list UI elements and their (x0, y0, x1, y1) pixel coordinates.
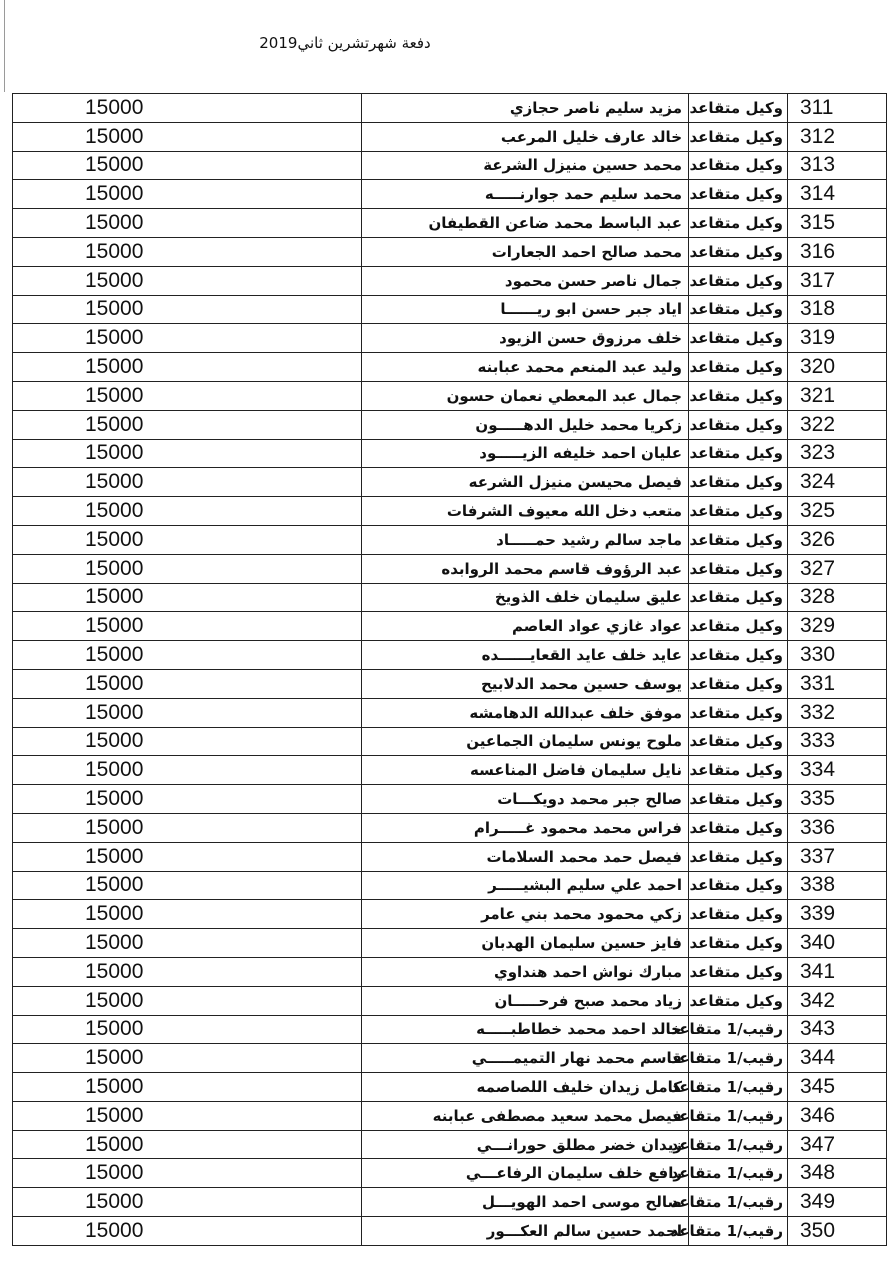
row-number: 333 (788, 727, 887, 756)
row-name: فراس محمد محمود غـــــرام (362, 813, 689, 842)
row-rank: وكيل متقاعد (689, 756, 788, 785)
row-amount: 15000 (13, 266, 362, 295)
row-name: اياد جبر حسن ابو ريــــــا (362, 295, 689, 324)
row-rank: رقيب/1 متقاعد (689, 1073, 788, 1102)
row-amount: 15000 (13, 381, 362, 410)
row-number: 327 (788, 554, 887, 583)
table-row (13, 583, 887, 612)
row-amount: 15000 (13, 180, 362, 209)
table-row (13, 900, 887, 929)
table-row (13, 324, 887, 353)
row-number: 345 (788, 1073, 887, 1102)
row-name: فيصل محمد سعيد مصطفى عبابنه (362, 1101, 689, 1130)
row-name: خالد احمد محمد خطاطبـــــه (362, 1015, 689, 1044)
row-amount: 15000 (13, 151, 362, 180)
row-amount: 15000 (13, 497, 362, 526)
table-row (13, 468, 887, 497)
row-number: 335 (788, 785, 887, 814)
row-rank: وكيل متقاعد (689, 842, 788, 871)
row-amount: 15000 (13, 525, 362, 554)
row-number: 336 (788, 813, 887, 842)
row-number: 348 (788, 1159, 887, 1188)
row-rank: وكيل متقاعد (689, 957, 788, 986)
row-rank: رقيب/1 متقاعد (689, 1044, 788, 1073)
table-row (13, 1217, 887, 1246)
row-amount: 15000 (13, 727, 362, 756)
row-rank: وكيل متقاعد (689, 353, 788, 382)
row-number: 328 (788, 583, 887, 612)
row-rank: وكيل متقاعد (689, 669, 788, 698)
row-number: 321 (788, 381, 887, 410)
row-rank: وكيل متقاعد (689, 986, 788, 1015)
row-amount: 15000 (13, 842, 362, 871)
row-amount: 15000 (13, 698, 362, 727)
table-row (13, 669, 887, 698)
table-row (13, 353, 887, 382)
row-name: فايز حسين سليمان الهدبان (362, 929, 689, 958)
row-name: محمد صالح احمد الجعارات (362, 237, 689, 266)
table-row (13, 813, 887, 842)
table-row (13, 1015, 887, 1044)
row-rank: وكيل متقاعد (689, 410, 788, 439)
table-row (13, 266, 887, 295)
row-number: 344 (788, 1044, 887, 1073)
row-name: زياد محمد صبح فرحـــــان (362, 986, 689, 1015)
row-number: 346 (788, 1101, 887, 1130)
table-row (13, 180, 887, 209)
row-rank: رقيب/1 متقاعد (689, 1188, 788, 1217)
row-name: عواد غازي عواد العاصم (362, 612, 689, 641)
payroll-table-body (13, 94, 887, 1246)
row-rank: وكيل متقاعد (689, 727, 788, 756)
row-amount: 15000 (13, 237, 362, 266)
row-amount: 15000 (13, 900, 362, 929)
table-row (13, 1159, 887, 1188)
page-edge-line (4, 0, 5, 92)
row-amount: 15000 (13, 669, 362, 698)
table-row (13, 641, 887, 670)
row-name: نايل سليمان فاضل المناعسه (362, 756, 689, 785)
row-name: كامل زيدان خليف اللصاصمه (362, 1073, 689, 1102)
row-name: عبد الرؤوف قاسم محمد الروابده (362, 554, 689, 583)
row-number: 311 (788, 94, 887, 123)
row-name: خلف مرزوق حسن الزيود (362, 324, 689, 353)
row-rank: وكيل متقاعد (689, 439, 788, 468)
row-number: 320 (788, 353, 887, 382)
row-rank: وكيل متقاعد (689, 554, 788, 583)
row-amount: 15000 (13, 410, 362, 439)
table-row (13, 295, 887, 324)
row-name: عليق سليمان خلف الذويخ (362, 583, 689, 612)
page-title: دفعة شهرتشرين ثاني2019 (259, 34, 431, 52)
row-number: 322 (788, 410, 887, 439)
row-number: 331 (788, 669, 887, 698)
row-amount: 15000 (13, 122, 362, 151)
row-rank: وكيل متقاعد (689, 525, 788, 554)
row-number: 330 (788, 641, 887, 670)
row-rank: وكيل متقاعد (689, 813, 788, 842)
row-number: 343 (788, 1015, 887, 1044)
row-amount: 15000 (13, 295, 362, 324)
row-name: عليان احمد خليفه الزيـــــود (362, 439, 689, 468)
row-amount: 15000 (13, 1044, 362, 1073)
row-number: 313 (788, 151, 887, 180)
table-row (13, 957, 887, 986)
row-name: جمال عبد المعطي نعمان حسون (362, 381, 689, 410)
row-number: 339 (788, 900, 887, 929)
row-number: 337 (788, 842, 887, 871)
row-number: 347 (788, 1130, 887, 1159)
row-number: 338 (788, 871, 887, 900)
table-row (13, 785, 887, 814)
row-amount: 15000 (13, 353, 362, 382)
row-name: احمد حسين سالم العكـــور (362, 1217, 689, 1246)
row-rank: رقيب/1 متقاعد (689, 1130, 788, 1159)
table-row (13, 1101, 887, 1130)
row-rank: وكيل متقاعد (689, 209, 788, 238)
row-rank: وكيل متقاعد (689, 612, 788, 641)
row-amount: 15000 (13, 813, 362, 842)
row-name: زيدان خضر مطلق حورانـــي (362, 1130, 689, 1159)
table-row (13, 237, 887, 266)
row-amount: 15000 (13, 554, 362, 583)
row-amount: 15000 (13, 1188, 362, 1217)
row-rank: وكيل متقاعد (689, 785, 788, 814)
row-rank: وكيل متقاعد (689, 381, 788, 410)
row-rank: وكيل متقاعد (689, 295, 788, 324)
row-rank: رقيب/1 متقاعد (689, 1101, 788, 1130)
row-number: 340 (788, 929, 887, 958)
row-name: رافع خلف سليمان الرفاعـــي (362, 1159, 689, 1188)
row-rank: وكيل متقاعد (689, 641, 788, 670)
row-name: جمال ناصر حسن محمود (362, 266, 689, 295)
row-amount: 15000 (13, 468, 362, 497)
row-rank: وكيل متقاعد (689, 324, 788, 353)
row-rank: وكيل متقاعد (689, 468, 788, 497)
row-rank: وكيل متقاعد (689, 122, 788, 151)
row-number: 323 (788, 439, 887, 468)
row-rank: رقيب/1 متقاعد (689, 1217, 788, 1246)
row-number: 318 (788, 295, 887, 324)
table-row (13, 497, 887, 526)
row-number: 341 (788, 957, 887, 986)
row-rank: وكيل متقاعد (689, 583, 788, 612)
row-amount: 15000 (13, 1073, 362, 1102)
row-number: 317 (788, 266, 887, 295)
row-rank: رقيب/1 متقاعد (689, 1159, 788, 1188)
row-number: 315 (788, 209, 887, 238)
table-row (13, 929, 887, 958)
row-name: صالح جبر محمد دويكـــات (362, 785, 689, 814)
row-amount: 15000 (13, 785, 362, 814)
row-rank: وكيل متقاعد (689, 698, 788, 727)
table-row (13, 1188, 887, 1217)
table-row (13, 842, 887, 871)
row-rank: وكيل متقاعد (689, 94, 788, 123)
row-number: 326 (788, 525, 887, 554)
row-number: 319 (788, 324, 887, 353)
table-row (13, 525, 887, 554)
row-number: 312 (788, 122, 887, 151)
row-name: مزيد سليم ناصر حجازي (362, 94, 689, 123)
row-name: زكي محمود محمد بني عامر (362, 900, 689, 929)
row-name: محمد حسين منيزل الشرعة (362, 151, 689, 180)
row-name: متعب دخل الله معيوف الشرفات (362, 497, 689, 526)
table-row (13, 698, 887, 727)
row-amount: 15000 (13, 957, 362, 986)
row-name: فيصل حمد محمد السلامات (362, 842, 689, 871)
row-number: 316 (788, 237, 887, 266)
row-number: 325 (788, 497, 887, 526)
row-amount: 15000 (13, 324, 362, 353)
row-amount: 15000 (13, 612, 362, 641)
row-name: محمد سليم حمد جوارنـــــه (362, 180, 689, 209)
table-row (13, 1130, 887, 1159)
row-name: زكريا محمد خليل الدهـــــون (362, 410, 689, 439)
row-number: 324 (788, 468, 887, 497)
row-name: مبارك نواش احمد هنداوي (362, 957, 689, 986)
row-name: خالد عارف خليل المرعب (362, 122, 689, 151)
row-name: احمد علي سليم البشيـــــر (362, 871, 689, 900)
row-amount: 15000 (13, 209, 362, 238)
table-row (13, 94, 887, 123)
row-number: 349 (788, 1188, 887, 1217)
row-name: صالح موسى احمد الهويـــل (362, 1188, 689, 1217)
row-number: 329 (788, 612, 887, 641)
row-number: 332 (788, 698, 887, 727)
table-row (13, 410, 887, 439)
table-row (13, 986, 887, 1015)
row-name: عبد الباسط محمد ضاعن القطيفان (362, 209, 689, 238)
row-number: 342 (788, 986, 887, 1015)
row-name: ماجد سالم رشيد حمـــــاد (362, 525, 689, 554)
table-row (13, 439, 887, 468)
row-amount: 15000 (13, 583, 362, 612)
row-amount: 15000 (13, 929, 362, 958)
row-amount: 15000 (13, 756, 362, 785)
row-name: قاسم محمد نهار التميمـــــي (362, 1044, 689, 1073)
row-rank: وكيل متقاعد (689, 151, 788, 180)
row-rank: وكيل متقاعد (689, 929, 788, 958)
row-amount: 15000 (13, 1159, 362, 1188)
row-amount: 15000 (13, 1101, 362, 1130)
table-row (13, 381, 887, 410)
table-row (13, 151, 887, 180)
table-row (13, 612, 887, 641)
row-rank: وكيل متقاعد (689, 266, 788, 295)
table-row (13, 871, 887, 900)
row-amount: 15000 (13, 986, 362, 1015)
payroll-table (12, 93, 887, 1246)
row-name: عايد خلف عايد القعايــــــده (362, 641, 689, 670)
row-name: فيصل محيسن منيزل الشرعه (362, 468, 689, 497)
row-name: يوسف حسين محمد الدلابيح (362, 669, 689, 698)
row-rank: وكيل متقاعد (689, 871, 788, 900)
row-rank: وكيل متقاعد (689, 237, 788, 266)
row-rank: وكيل متقاعد (689, 180, 788, 209)
row-rank: رقيب/1 متقاعد (689, 1015, 788, 1044)
row-amount: 15000 (13, 871, 362, 900)
row-name: ملوح يونس سليمان الجماعين (362, 727, 689, 756)
row-amount: 15000 (13, 439, 362, 468)
row-amount: 15000 (13, 94, 362, 123)
row-number: 350 (788, 1217, 887, 1246)
row-number: 314 (788, 180, 887, 209)
row-rank: وكيل متقاعد (689, 497, 788, 526)
row-rank: وكيل متقاعد (689, 900, 788, 929)
table-row (13, 756, 887, 785)
table-row (13, 122, 887, 151)
table-row (13, 209, 887, 238)
row-number: 334 (788, 756, 887, 785)
table-row (13, 1044, 887, 1073)
row-amount: 15000 (13, 1130, 362, 1159)
row-name: موفق خلف عبدالله الدهامشه (362, 698, 689, 727)
row-amount: 15000 (13, 1217, 362, 1246)
row-name: وليد عبد المنعم محمد عبابنه (362, 353, 689, 382)
row-amount: 15000 (13, 641, 362, 670)
table-row (13, 727, 887, 756)
table-row (13, 554, 887, 583)
table-row (13, 1073, 887, 1102)
row-amount: 15000 (13, 1015, 362, 1044)
